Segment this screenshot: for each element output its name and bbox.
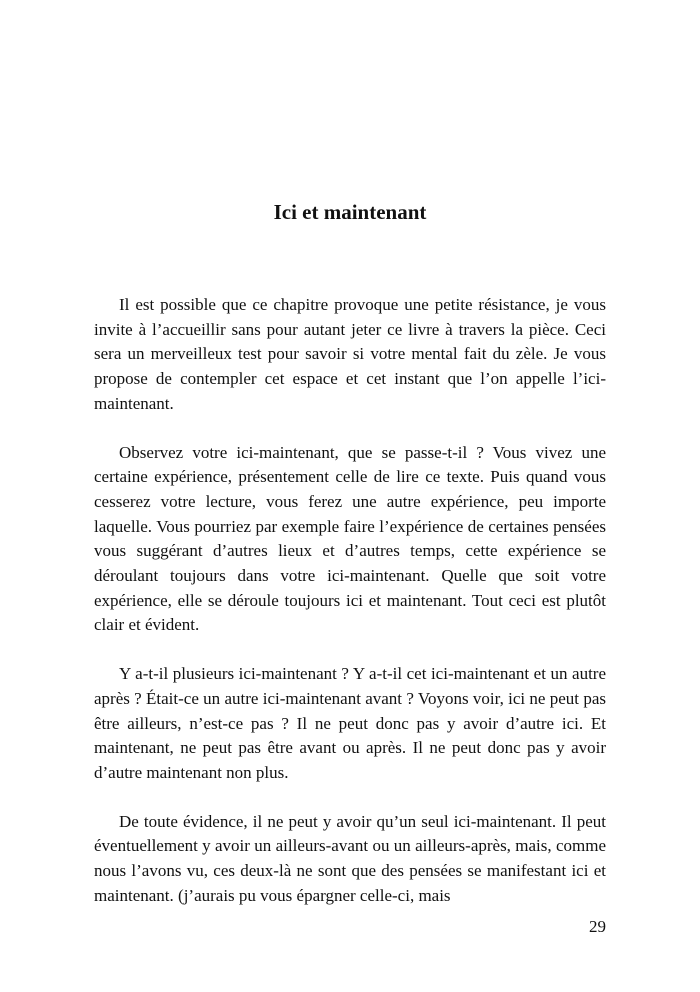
paragraph-2: Observez votre ici-maintenant, que se passe-t-il ? Vous vivez une certaine expérience, présentement celle de lire ce texte. Puis quand vous cesserez votre lecture, vous ferez une autre expérience, peu importe laquelle. Vous pourriez par exemple faire l’expérience de certaines pensées vous suggérant d’autres lieux et d’autres temps, cette expérience se déroulant toujours dans votre ici-maintenant. Quelle que soit votre expérience, elle se déroule toujours ici et maintenant. Tout ceci est plutôt clair et évident.: [94, 442, 606, 635]
body-text: [94, 293, 606, 932]
paragraph-1: Il est possible que ce chapitre provoque une petite résistance, je vous invite à l’accueillir sans pour autant jeter ce livre à travers la pièce. Ceci sera un merveilleux test pour savoir si votre mental fait du zèle. Je vous propose de contempler cet espace et cet instant que l’on appelle l’ici-maintenant.: [94, 295, 606, 413]
chapter-title: Ici et maintenant: [273, 200, 427, 224]
page-number: 29: [589, 917, 606, 936]
paragraph-3: Y a-t-il plusieurs ici-maintenant ? Y a-t-il cet ici-maintenant et un autre après ? Était-ce un autre ici-maintenant avant ? Voyons voir, ici ne peut pas être ailleurs, n’est-ce pas ? Il ne peut donc pas y avoir d’autre ici. Et maintenant, ne peut pas être avant ou après. Il ne peut donc pas y avoir d’autre maintenant non plus.: [94, 664, 606, 782]
paragraph-4: De toute évidence, il ne peut y avoir qu’un seul ici-maintenant. Il peut éventuellement y avoir un ailleurs-avant ou un ailleurs-après, mais, comme nous l’avons vu, ces deux-là ne sont que des pensées se manifestant ici et maintenant. (j’aurais pu vous épargner celle-ci, mais: [94, 811, 606, 905]
